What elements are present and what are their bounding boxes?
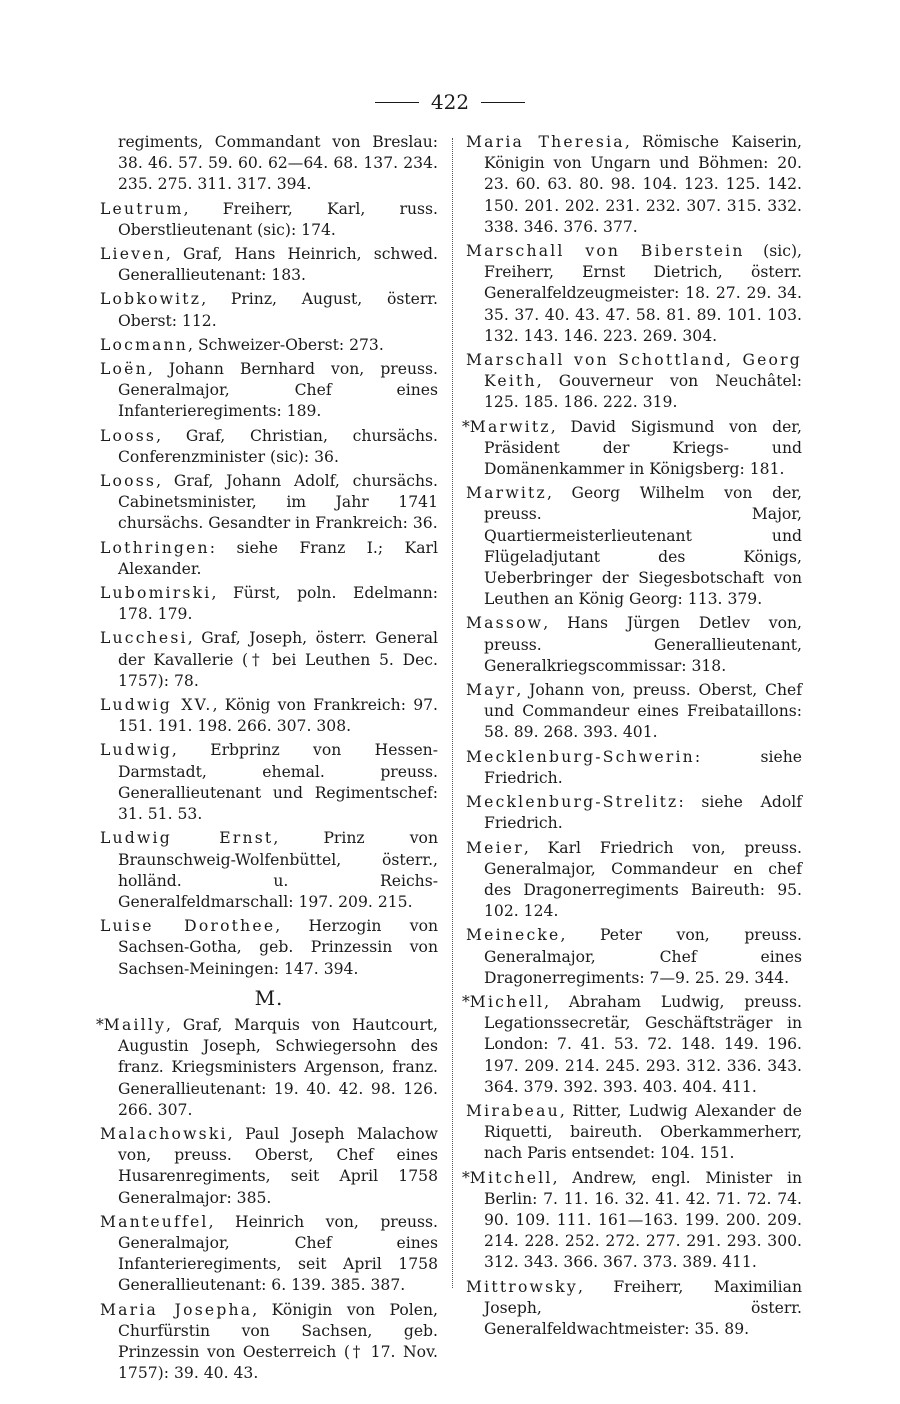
- entry-text: , Paul Joseph Malachow von, preuss. Oberst, Chef eines Husarenregiments, seit April 1758 Generalmajor: 385.: [118, 1124, 438, 1207]
- index-entry: [462, 992, 802, 1098]
- entry-text: , Königin von Polen, Churfürstin von Sachsen, geb. Prinzessin von Oesterreich († 17. Nov. 1757): 39. 40. 43.: [118, 1300, 438, 1383]
- entry-text: , Graf, Christian, chursächs. Conferenzminister (sic): 36.: [118, 426, 438, 466]
- asterisk-mark: *: [462, 1168, 470, 1187]
- entry-name: Maria Theresia: [466, 133, 625, 151]
- entry-text: , Fürst, poln. Edelmann: 178. 179.: [118, 584, 438, 624]
- column-divider: [452, 138, 453, 1288]
- index-entry: [466, 925, 802, 989]
- entry-text: , Freiherr, Maximilian Joseph, österr. Generalfeldwachtmeister: 35. 89.: [484, 1277, 802, 1338]
- entry-text: , Graf, Marquis von Hautcourt, Augustin Joseph, Schwiegersohn des franz. Kriegsministers Argenson, franz. Generallieutenant: 19. 40. 42. 98. 126. 266. 307.: [118, 1015, 438, 1119]
- entry-text: , Andrew, engl. Minister in Berlin: 7. 11. 16. 32. 41. 42. 71. 72. 74. 90. 109. 111. 161—163. 199. 200. 209. 214. 228. 252. 272. 277. 291. 293. 300. 312. 343. 366. 367. 373. 389. 411.: [484, 1168, 802, 1272]
- entry-name: Maria Josepha: [100, 1300, 253, 1319]
- index-entry: [100, 289, 438, 331]
- entry-name: Mirabeau: [466, 1101, 560, 1120]
- entry-name: Lucchesi: [100, 629, 188, 648]
- index-entry: [466, 350, 802, 414]
- entry-text: , Römische Kaiserin, Königin von Ungarn und Böhmen: 20. 23. 60. 63. 80. 98. 104. 123. 125. 142. 150. 201. 202. 231. 232. 307. 315. 332. 338. 346. 376. 377.: [484, 133, 803, 236]
- entry-name: Marschall von Biberstein: [466, 242, 745, 261]
- header-rule-left: [375, 102, 419, 103]
- index-entry: [466, 747, 802, 789]
- entry-name: Meier: [466, 838, 524, 857]
- entry-name: Locmann: [100, 335, 189, 354]
- entry-text: : siehe Franz I.; Karl Alexander.: [118, 538, 438, 578]
- index-entry: [466, 613, 802, 677]
- entry-text: , Karl Friedrich von, preuss. Generalmajor, Commandeur en chef des Dragonerregiments Baireuth: 95. 102. 124.: [484, 838, 802, 921]
- entry-name: Mecklenburg-Schwerin: [466, 747, 695, 766]
- left-entry-list-m: [96, 1015, 438, 1384]
- continued-entry: regiments, Commandant von Breslau: 38. 46. 57. 59. 60. 62—64. 68. 137. 234. 235. 275. 311. 317. 394.: [118, 133, 438, 194]
- index-entry: [100, 1300, 438, 1385]
- entry-name: Looss: [100, 426, 157, 445]
- index-entry: [466, 838, 802, 923]
- entry-name: Mecklenburg-Strelitz: [466, 793, 679, 812]
- entry-text: , Prinz, August, österr. Oberst: 112.: [118, 290, 438, 330]
- index-entry: [462, 1168, 802, 1274]
- index-entry: [100, 335, 438, 356]
- entry-text: , Peter von, preuss. Generalmajor, Chef eines Dragonerregiments: 7—9. 25. 29. 344.: [484, 926, 802, 987]
- entry-text: : siehe Friedrich.: [484, 747, 802, 787]
- entry-text: , Johann von, preuss. Oberst, Chef und Commandeur eines Freibataillons: 58. 89. 268. 393. 401.: [484, 681, 802, 742]
- entry-name: Michell: [469, 992, 545, 1011]
- entry-name: Meinecke: [466, 926, 561, 945]
- entry-text: , Freiherr, Karl, russ. Oberstlieutenant (sic): 174.: [118, 199, 438, 239]
- index-entry: [462, 417, 802, 481]
- entry-text: , Abraham Ludwig, preuss. Legationssecretär, Geschäftsträger in London: 7. 41. 53. 72. 148. 149. 196. 197. 209. 214. 245. 293. 312. 336. 343. 364. 379. 392. 393. 403. 404. 411.: [484, 992, 802, 1096]
- entry-name: Manteuffel: [100, 1212, 209, 1231]
- entry-text: , Georg Wilhelm von der, preuss. Major, Quartiermeisterlieutenant und Flügeladjutant des Königs, Ueberbringer der Siegesbotschaft von Leuthen an König Georg: 113. 379.: [484, 484, 802, 609]
- entry-name: Luise Dorothee: [100, 917, 276, 936]
- entry-name: Lubomirski: [100, 584, 212, 603]
- entry-name: Looss: [100, 472, 157, 491]
- entry-text: , Prinz von Braunschweig-Wolfenbüttel, österr., holländ. u. Reichs-Generalfeldmarschall: 197. 209. 215.: [118, 829, 438, 911]
- left-column: [96, 132, 439, 1387]
- entry-text: , Graf, Hans Heinrich, schwed. Generallieutenant: 183.: [118, 245, 438, 285]
- index-entry: [466, 241, 802, 347]
- entry-text: , Heinrich von, preuss. Generalmajor, Chef eines Infanterieregiments, seit April 1758 Generallieutenant: 6. 139. 385. 387.: [118, 1212, 438, 1295]
- index-entry: [100, 583, 438, 625]
- entry-text: : siehe Adolf Friedrich.: [484, 793, 802, 833]
- entry-name: Lobkowitz: [100, 290, 202, 309]
- index-entry: [100, 426, 438, 468]
- entry-name: Mayr: [466, 681, 517, 700]
- asterisk-mark: *: [462, 417, 470, 436]
- entry-text: , Erbprinz von Hessen-Darmstadt, ehemal. preuss. Generallieutenant und Regimentschef: 31. 51. 53.: [118, 741, 438, 824]
- index-entry: [100, 916, 438, 980]
- index-entry: [100, 244, 438, 286]
- entry-name: Lothringen: [100, 538, 210, 557]
- asterisk-mark: *: [462, 992, 470, 1011]
- right-entry-list: [462, 132, 803, 1340]
- entry-name: Marwitz: [469, 417, 551, 436]
- index-entry: [100, 1212, 438, 1297]
- index-entry: [100, 628, 438, 692]
- entry-text: , Graf, Johann Adolf, chursächs. Cabinetsminister, im Jahr 1741 chursächs. Gesandter in Frankreich: 36.: [118, 472, 438, 533]
- entry-name: Marwitz: [466, 484, 547, 503]
- entry-text: , König von Frankreich: 97. 151. 191. 198. 266. 307. 308.: [118, 696, 439, 736]
- index-entry: [96, 1015, 438, 1121]
- entry-name: Ludwig: [100, 741, 172, 760]
- index-entry: [466, 132, 802, 238]
- header-rule-right: [481, 102, 525, 103]
- entry-name: Loën: [100, 360, 148, 379]
- asterisk-mark: *: [96, 1015, 104, 1034]
- entry-name: Mitchell: [469, 1168, 553, 1187]
- entry-name: Marschall von Schottland, Georg Keith: [466, 351, 802, 391]
- entry-name: Malachowski: [100, 1124, 228, 1143]
- entry-name: Massow: [466, 614, 544, 633]
- index-entry: [100, 538, 438, 580]
- entry-text: , David Sigismund von der, Präsident der Kriegs- und Domänenkammer in Königsberg: 181.: [484, 417, 802, 479]
- entry-text: , Hans Jürgen Detlev von, preuss. Generallieutenant, Generalkriegscommissar: 318.: [484, 614, 802, 675]
- index-entry: [100, 1124, 438, 1209]
- entry-text: , Ritter, Ludwig Alexander de Riquetti, baireuth. Oberkammerherr, nach Paris entsendet: 104. 151.: [484, 1101, 802, 1163]
- index-entry: [466, 792, 802, 834]
- entry-text: , Schweizer-Oberst: 273.: [188, 335, 384, 354]
- entry-name: Ludwig XV.: [100, 696, 213, 715]
- entry-text: (sic), Freiherr, Ernst Dietrich, österr. Generalfeldzeugmeister: 18. 27. 29. 34. 35. 37. 40. 43. 47. 58. 81. 89. 101. 103. 132. 143. 146. 223. 269. 304.: [484, 242, 802, 345]
- entry-text: , Herzogin von Sachsen-Gotha, geb. Prinzessin von Sachsen-Meiningen: 147. 394.: [118, 917, 438, 978]
- entry-name: Ludwig Ernst: [100, 829, 274, 848]
- entry-name: Mittrowsky: [466, 1277, 578, 1296]
- entry-name: Mailly: [103, 1015, 167, 1034]
- page-header: [0, 90, 900, 114]
- index-entry: [466, 483, 802, 610]
- left-entry-list: [100, 199, 438, 980]
- section-heading: M.: [254, 985, 284, 1010]
- page-number: 422: [430, 90, 470, 114]
- entry-name: Leutrum: [100, 199, 184, 218]
- index-entry: [100, 359, 438, 423]
- entry-text: , Graf, Joseph, österr. General der Kavallerie († bei Leuthen 5. Dec. 1757): 78.: [118, 629, 438, 690]
- right-column: [462, 132, 803, 1343]
- index-entry: [466, 680, 802, 744]
- entry-text: , Gouverneur von Neuchâtel: 125. 185. 186. 222. 319.: [484, 372, 802, 412]
- index-entry: [100, 695, 438, 737]
- index-entry: [100, 828, 438, 913]
- entry-name: Lieven: [100, 245, 166, 264]
- index-entry: [466, 1277, 802, 1341]
- index-entry: [466, 1101, 802, 1165]
- index-entry: [100, 740, 438, 825]
- index-entry: [100, 199, 438, 241]
- index-entry: [100, 471, 438, 535]
- entry-text: , Johann Bernhard von, preuss. Generalmajor, Chef eines Infanterieregiments: 189.: [118, 360, 438, 421]
